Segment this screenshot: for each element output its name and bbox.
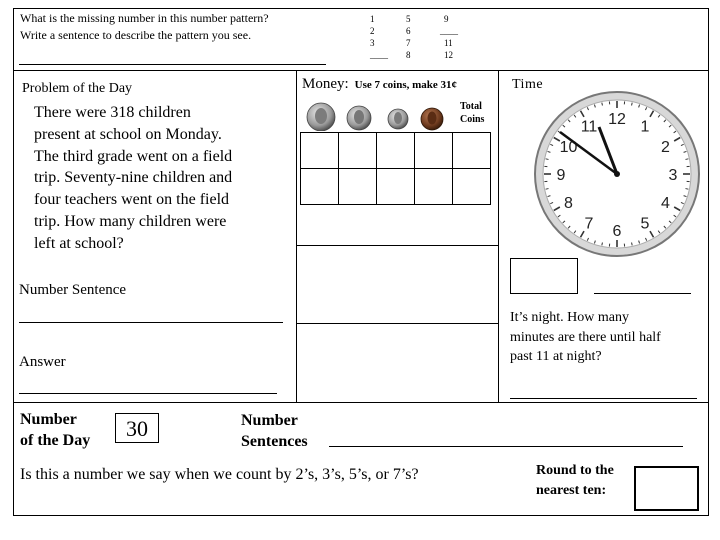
time-title: Time (512, 77, 544, 92)
clock-numeral: 4 (661, 195, 670, 212)
round-answer-box[interactable] (634, 466, 699, 511)
pattern-cell: 3 (370, 38, 375, 48)
time-question-line: minutes are there until half (510, 329, 661, 345)
coin-grid-cell[interactable] (339, 133, 377, 169)
missing-number-question (20, 10, 269, 44)
time-question-line: past 11 at night? (510, 349, 602, 364)
clock-numeral: 12 (608, 111, 626, 128)
clock-numeral: 3 (668, 167, 678, 184)
number-sentence-label: Number Sentence (19, 282, 127, 298)
coin-grid-cell[interactable] (453, 169, 491, 205)
clock-numeral: 1 (640, 118, 650, 136)
number-of-day-label-line1: Number (20, 411, 77, 428)
money-divider-2 (296, 323, 498, 324)
answer-line[interactable] (19, 393, 277, 394)
coin-grid-cell[interactable] (415, 169, 453, 205)
coin-images (304, 101, 454, 131)
potd-line: four teachers went on the field (34, 191, 230, 209)
clock-icon (527, 88, 707, 268)
number-of-day-label (20, 409, 90, 451)
nickel-icon (347, 106, 371, 130)
time-question (510, 308, 661, 367)
clock-tick (602, 103, 603, 106)
pattern-cell: 8 (406, 50, 411, 60)
clock-numeral: 10 (559, 139, 578, 156)
count-by-question: Is this a number we say when we count by 2’s, 3’s, 5’s, or 7’s? (20, 466, 419, 483)
missing-number-answer-line (19, 64, 326, 65)
clock-numeral: 11 (580, 118, 598, 136)
potd-problem-text (34, 102, 232, 255)
number-sentences-line1: Number (241, 412, 298, 429)
time-answer-line[interactable] (594, 293, 691, 294)
dime-icon (388, 109, 408, 129)
penny-icon (421, 108, 443, 130)
total-coins-label (460, 100, 484, 126)
coin-grid-cell[interactable] (339, 169, 377, 205)
potd-line: trip. Seventy-nine children and (34, 169, 233, 187)
money-divider-1 (296, 245, 498, 246)
pattern-cell: 1 (370, 14, 375, 24)
number-of-day-label-line2: of the Day (20, 432, 91, 449)
clock-tick (685, 159, 688, 160)
pattern-blank: ____ (370, 50, 388, 60)
potd-line: present at school on Monday. (34, 125, 222, 143)
clock-tick (632, 103, 633, 106)
coin-grid-cell[interactable] (377, 169, 415, 205)
coin-grid-cell[interactable] (301, 169, 339, 205)
clock-tick (632, 242, 633, 245)
time-answer-box[interactable] (510, 258, 578, 294)
total-label-line1: Total (460, 101, 482, 112)
pattern-column-3 (440, 14, 458, 62)
clock-tick (602, 242, 603, 245)
potd-line: The third grade went on a field (34, 147, 233, 165)
missing-number-line1: What is the missing number in this number pattern? (20, 11, 269, 25)
time-question-answer-line[interactable] (510, 398, 697, 399)
clock-numeral: 8 (564, 195, 573, 212)
pattern-cell: 7 (406, 38, 411, 48)
number-of-day-value: 30 (115, 413, 159, 443)
money-left-divider (296, 70, 297, 402)
quarter-icon (307, 103, 335, 131)
clock-numeral: 6 (612, 223, 622, 240)
clock-numeral: 7 (584, 215, 594, 233)
clock-tick (546, 189, 549, 190)
pattern-blank: ____ (440, 26, 458, 36)
coin-grid (300, 132, 491, 205)
coin-grid-cell[interactable] (301, 133, 339, 169)
money-label: Money: (302, 76, 349, 92)
pattern-cell: 11 (444, 38, 453, 48)
number-sentences-label (241, 410, 308, 452)
round-label (536, 461, 614, 501)
clock-numeral: 2 (661, 139, 670, 156)
coin-grid-cell[interactable] (377, 133, 415, 169)
missing-number-line2: Write a sentence to describe the pattern you see. (20, 28, 252, 42)
round-label-line1: Round to the (536, 463, 614, 478)
potd-line: left at school? (34, 234, 124, 252)
pattern-cell: 2 (370, 26, 375, 36)
total-label-line2: Coins (460, 114, 485, 125)
pattern-column-1 (370, 14, 388, 62)
time-question-line: It’s night. How many (510, 310, 629, 325)
potd-line: trip. How many children were (34, 212, 227, 230)
round-label-line2: nearest ten: (536, 483, 607, 498)
number-sentences-line2: Sentences (241, 433, 308, 450)
pattern-cell: 6 (406, 26, 411, 36)
clock-tick (685, 189, 688, 190)
clock-numeral: 5 (640, 215, 650, 233)
bottom-section-divider (13, 402, 709, 403)
number-sentence-answer-line[interactable] (19, 322, 283, 323)
money-right-divider (498, 70, 499, 402)
money-instruction: Use 7 coins, make 31¢ (354, 79, 458, 91)
coin-grid-cell[interactable] (453, 133, 491, 169)
potd-line: There were 318 children (34, 104, 191, 121)
clock-tick (546, 159, 549, 160)
money-heading (302, 75, 457, 93)
potd-title: Problem of the Day (22, 81, 133, 96)
coin-grid-cell[interactable] (415, 133, 453, 169)
top-section-divider (13, 70, 709, 71)
pattern-cell: 12 (444, 50, 453, 60)
pattern-cell: 9 (444, 14, 449, 24)
coins-icon (304, 101, 454, 131)
number-sentences-line[interactable] (329, 446, 683, 447)
clock (527, 88, 707, 268)
answer-label: Answer (19, 354, 66, 370)
pattern-column-2 (406, 14, 411, 62)
pattern-cell: 5 (406, 14, 411, 24)
clock-numeral: 9 (556, 167, 566, 184)
